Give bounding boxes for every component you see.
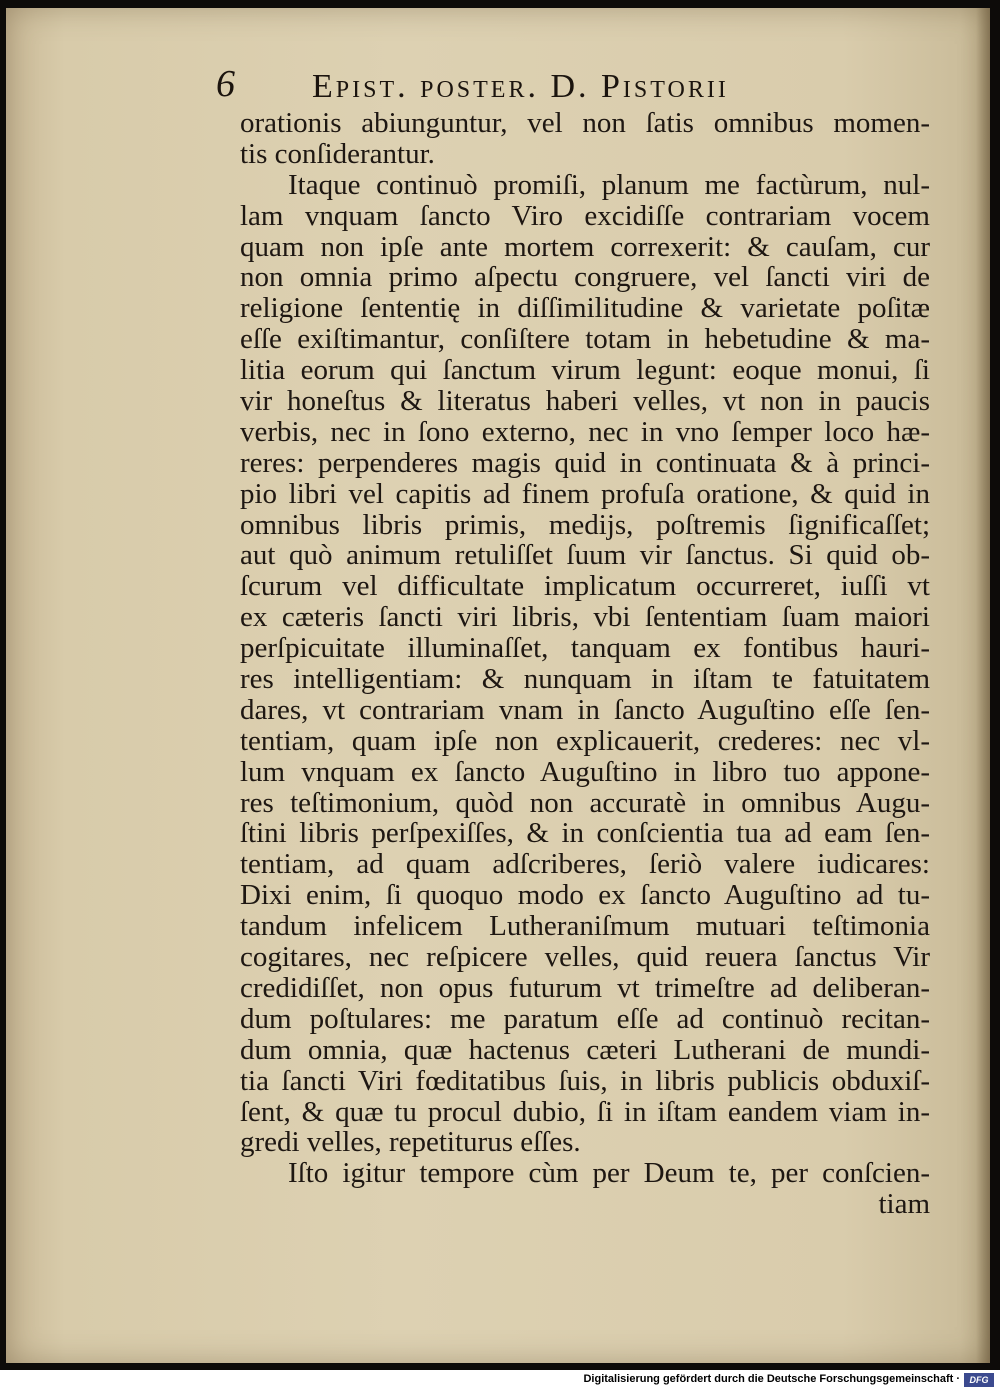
text-line: res teſtimonium, quòd non accuratè in omnibus Augu-: [240, 786, 930, 819]
text-line: litia eorum qui ſanctum virum legunt: eoque monui, ſi: [240, 354, 930, 387]
page-number: 6: [216, 63, 235, 105]
text-line: Dixi enim, ſi quoquo modo ex ſancto Auguſtino ad tu-: [240, 879, 930, 912]
text-line: tentiam, ad quam adſcriberes, ſeriò valere iudicares:: [240, 848, 930, 881]
text-line: tandum infelicem Lutheraniſmum mutuari teſtimonia: [240, 910, 930, 943]
text-line: vir honeſtus & literatus haberi velles, vt non in paucis: [240, 385, 930, 418]
running-head: Epist. poster. D. Pistorii: [312, 68, 729, 105]
text-line: dum omnia, quæ hactenus cæteri Lutherani de mundi-: [240, 1033, 930, 1066]
text-line: verbis, nec in ſono externo, nec in vno ſemper loco hæ-: [240, 415, 930, 448]
page-edge-shadow: [976, 8, 990, 1363]
text-line: lum vnquam ex ſancto Auguſtino in libro tuo appone-: [240, 755, 930, 788]
text-line: orationis abiunguntur, vel non ſatis omnibus momen-: [240, 107, 930, 139]
text-line: ex cæteris ſancti viri libris, vbi ſententiam ſuam maiori: [240, 601, 930, 634]
text-line: tia ſancti Viri fœditatibus ſuis, in libris publicis obduxiſ-: [240, 1064, 930, 1097]
text-line: pio libri vel capitis ad finem profuſa oratione, & quid in: [240, 477, 930, 510]
text-line: tis conſiderantur.: [240, 137, 435, 170]
text-line: gredi velles, repetiturus eſſes.: [240, 1126, 581, 1159]
text-line: religione ſententię in diſſimilitudine & varietate poſitæ: [240, 292, 930, 325]
text-line: quam non ipſe ante mortem correxerit: & cauſam, cur: [240, 230, 930, 263]
body-text: [240, 108, 930, 1220]
page-header: [212, 62, 852, 110]
text-line: reres: perpenderes magis quid in continuata & à princi-: [240, 446, 930, 479]
text-line: credidiſſet, non opus futurum vt trimeſtre ad deliberan-: [240, 971, 930, 1004]
text-line: ſcurum vel difficultate implicatum occurreret, iuſſi vt: [240, 570, 930, 603]
text-line: cogitares, nec reſpicere velles, quid reuera ſanctus Vir: [240, 941, 930, 974]
text-line: Iſto igitur tempore cùm per Deum te, per conſcien-: [288, 1157, 930, 1190]
text-line: dares, vt contrariam vnam in ſancto Auguſtino eſſe ſen-: [240, 693, 930, 726]
text-line: ſtini libris perſpexiſſes, & in conſcientia tua ad eam ſen-: [240, 817, 930, 850]
text-line: ſent, & quæ tu procul dubio, ſi in iſtam eandem viam in-: [240, 1095, 930, 1128]
text-line: eſſe exiſtimantur, conſiſtere totam in hebetudine & ma-: [240, 323, 930, 356]
catchword: tiam: [878, 1188, 930, 1221]
text-line: non omnia primo aſpectu congruere, vel ſancti viri de: [240, 261, 930, 294]
text-line: lam vnquam ſancto Viro excidiſſe contrariam vocem: [240, 199, 930, 232]
dfg-logo: DFG: [964, 1373, 994, 1387]
text-line: perſpicuitate illuminaſſet, tanquam ex fontibus hauri-: [240, 632, 930, 665]
text-line: omnibus libris primis, medijs, poſtremis ſignificaſſet;: [240, 508, 930, 541]
text-line: dum poſtulares: me paratum eſſe ad continuò recitan-: [240, 1002, 930, 1035]
text-line: aut quò animum retuliſſet ſuum vir ſanctus. Si quid ob-: [240, 539, 930, 572]
text-line: Itaque continuò promiſi, planum me factùrum, nul-: [288, 168, 930, 201]
funding-credit: Digitalisierung gefördert durch die Deutsche Forschungsgemeinschaft ·: [583, 1373, 960, 1385]
digitization-footer: [0, 1370, 1000, 1391]
text-line: res intelligentiam: & nunquam in iſtam te fatuitatem: [240, 663, 930, 696]
text-line: tentiam, quam ipſe non explicauerit, crederes: nec vl-: [240, 724, 930, 757]
